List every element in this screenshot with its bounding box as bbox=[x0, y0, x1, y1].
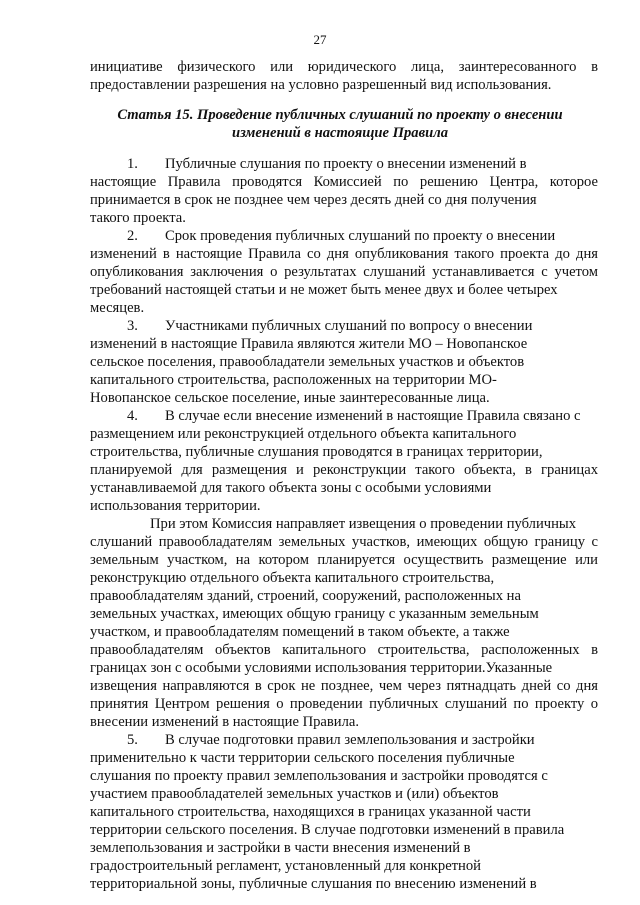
text-line: капитального строительства, расположенных на территории МО- bbox=[90, 372, 497, 388]
text-line: Публичные слушания по проекту о внесении изменений в bbox=[165, 156, 527, 172]
text-line: правообладателям объектов капитального строительства, расположенных в bbox=[90, 642, 598, 658]
text-line: территориальной зоны, публичные слушания по внесению изменений в bbox=[90, 876, 537, 892]
text-line: месяцев. bbox=[90, 300, 145, 316]
text-line: использования территории. bbox=[90, 498, 261, 514]
text-line: устанавливаемой для такого объекта зоны с особыми условиями bbox=[90, 480, 492, 496]
list-item-2 bbox=[90, 227, 598, 245]
text-line: территории сельского поселения. В случае подготовки изменений в правила bbox=[90, 822, 565, 838]
list-item-1 bbox=[90, 155, 598, 173]
text-line: внесении изменений в настоящие Правила. bbox=[90, 714, 360, 730]
text-line: В случае подготовки правил землепользования и застройки bbox=[165, 732, 535, 748]
text-line: участком, и правообладателям помещений в таком объекте, а также bbox=[90, 624, 510, 640]
text-line: планируемой для размещения и реконструкции такого объекта, в границах bbox=[90, 462, 598, 478]
list-item-5 bbox=[90, 731, 598, 749]
item-number: 2. bbox=[127, 228, 138, 244]
text-line: требований настоящей статьи и не может быть менее двух и более четырех bbox=[90, 282, 558, 298]
text-line: применительно к части территории сельского поселения публичные bbox=[90, 750, 515, 766]
text-line: размещением или реконструкцией отдельного объекта капитального bbox=[90, 426, 517, 442]
text-line: настоящие Правила проводятся Комиссией по решению Центра, которое bbox=[90, 174, 598, 190]
article-heading-line-2: изменений в настоящие Правила bbox=[231, 125, 449, 141]
list-item-3 bbox=[90, 317, 598, 335]
text-line: В случае если внесение изменений в настоящие Правила связано с bbox=[165, 408, 581, 424]
text-line: сельское поселения, правообладатели земельных участков и объектов bbox=[90, 354, 525, 370]
text-line: При этом Комиссия направляет извещения о проведении публичных bbox=[150, 516, 577, 532]
text-line: извещения направляются в срок не позднее, чем через пятнадцать дней со дня bbox=[90, 678, 598, 694]
text-line: границах зон с особыми условиями использования территории.Указанные bbox=[90, 660, 553, 676]
text-line: землепользования и застройки в части внесения изменений в bbox=[90, 840, 471, 856]
text-line: Новопанское сельское поселение, иные заинтересованные лица. bbox=[90, 390, 490, 406]
page-number: 27 bbox=[313, 32, 327, 47]
text-line: Срок проведения публичных слушаний по проекту о внесении bbox=[165, 228, 556, 244]
text-line: предоставлении разрешения на условно разрешенный вид использования. bbox=[90, 77, 552, 93]
item-number: 5. bbox=[127, 732, 138, 748]
text-line: изменений в настоящие Правила являются жители МО – Новопанское bbox=[90, 336, 528, 352]
text-line: принимается в срок не позднее чем через десять дней со дня получения bbox=[90, 192, 537, 208]
item-number: 4. bbox=[127, 408, 138, 424]
text-line: Участниками публичных слушаний по вопросу о внесении bbox=[165, 318, 533, 334]
text-line: участием правообладателей земельных участков и (или) объектов bbox=[90, 786, 499, 802]
item-number: 3. bbox=[127, 318, 138, 334]
text-line: капитального строительства, находящихся в границах указанной части bbox=[90, 804, 531, 820]
item-number: 1. bbox=[127, 156, 138, 172]
text-line: изменений в настоящие Правила со дня опубликования такого проекта до дня bbox=[90, 246, 598, 262]
text-line: слушания по проекту правил землепользования и застройки проводятся с bbox=[90, 768, 548, 784]
text-line: строительства, публичные слушания проводятся в границах территории, bbox=[90, 444, 543, 460]
text-line: правообладателям зданий, строений, сооружений, расположенных на bbox=[90, 588, 521, 604]
text-line: реконструкцию отдельного объекта капитального строительства, bbox=[90, 570, 495, 586]
list-item-4 bbox=[90, 407, 598, 425]
text-line: земельных участках, имеющих общую границу с указанным земельным bbox=[90, 606, 539, 622]
text-line: инициативе физического или юридического лица, заинтересованного в bbox=[90, 59, 598, 75]
text-line: земельным участком, на котором планируется осуществить размещение или bbox=[90, 552, 598, 568]
text-line: принятия Центром решения о проведении публичных слушаний по проекту о bbox=[90, 696, 598, 712]
text-line: слушаний правообладателям земельных участков, имеющих общую границу с bbox=[90, 534, 598, 550]
text-line: такого проекта. bbox=[90, 210, 186, 226]
text-line: опубликования заключения о результатах слушаний устанавливается с учетом bbox=[90, 264, 598, 280]
article-heading-line-1: Статья 15. Проведение публичных слушаний по проекту о внесении bbox=[117, 107, 563, 123]
text-line: градостроительный регламент, установленный для конкретной bbox=[90, 858, 481, 874]
